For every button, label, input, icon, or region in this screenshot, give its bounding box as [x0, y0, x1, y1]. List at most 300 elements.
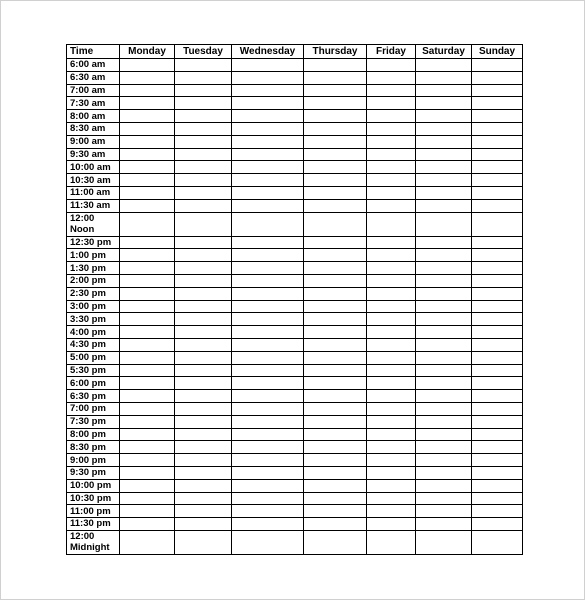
- schedule-cell-monday[interactable]: [120, 135, 175, 148]
- schedule-cell-thursday[interactable]: [304, 287, 367, 300]
- schedule-cell-friday[interactable]: [367, 262, 416, 275]
- time-slot-label: 5:00 pm: [67, 351, 120, 364]
- schedule-cell-tuesday[interactable]: [175, 454, 232, 467]
- schedule-cell-friday[interactable]: [367, 415, 416, 428]
- time-slot-label: 2:30 pm: [67, 287, 120, 300]
- schedule-cell-sunday[interactable]: [472, 428, 523, 441]
- schedule-cell-sunday[interactable]: [472, 148, 523, 161]
- schedule-cell-wednesday[interactable]: [232, 300, 304, 313]
- time-slot-label: 12:00 Midnight: [67, 530, 120, 554]
- schedule-cell-monday[interactable]: [120, 71, 175, 84]
- header-row: [67, 45, 523, 59]
- schedule-cell-saturday[interactable]: [416, 274, 472, 287]
- schedule-cell-friday[interactable]: [367, 274, 416, 287]
- schedule-cell-wednesday[interactable]: [232, 364, 304, 377]
- schedule-cell-monday[interactable]: [120, 338, 175, 351]
- schedule-cell-monday[interactable]: [120, 174, 175, 187]
- schedule-cell-saturday[interactable]: [416, 313, 472, 326]
- schedule-cell-thursday[interactable]: [304, 364, 367, 377]
- schedule-cell-sunday[interactable]: [472, 364, 523, 377]
- schedule-cell-thursday[interactable]: [304, 249, 367, 262]
- schedule-cell-thursday[interactable]: [304, 199, 367, 212]
- schedule-cell-sunday[interactable]: [472, 338, 523, 351]
- schedule-cell-sunday[interactable]: [472, 161, 523, 174]
- schedule-cell-thursday[interactable]: [304, 326, 367, 339]
- schedule-cell-thursday[interactable]: [304, 59, 367, 72]
- schedule-cell-tuesday[interactable]: [175, 148, 232, 161]
- schedule-cell-friday[interactable]: [367, 59, 416, 72]
- schedule-cell-thursday[interactable]: [304, 518, 367, 531]
- schedule-cell-saturday[interactable]: [416, 97, 472, 110]
- time-slot-label: 3:00 pm: [67, 300, 120, 313]
- time-slot-row: [67, 122, 523, 135]
- time-slot-label: 2:00 pm: [67, 274, 120, 287]
- schedule-cell-tuesday[interactable]: [175, 530, 232, 554]
- schedule-cell-monday[interactable]: [120, 249, 175, 262]
- schedule-cell-saturday[interactable]: [416, 505, 472, 518]
- time-slot-row: [67, 262, 523, 275]
- schedule-cell-thursday[interactable]: [304, 174, 367, 187]
- schedule-cell-sunday[interactable]: [472, 212, 523, 236]
- schedule-cell-wednesday[interactable]: [232, 59, 304, 72]
- schedule-cell-wednesday[interactable]: [232, 236, 304, 249]
- schedule-cell-monday[interactable]: [120, 161, 175, 174]
- schedule-cell-monday[interactable]: [120, 466, 175, 479]
- schedule-cell-tuesday[interactable]: [175, 390, 232, 403]
- schedule-cell-tuesday[interactable]: [175, 262, 232, 275]
- schedule-cell-wednesday[interactable]: [232, 199, 304, 212]
- schedule-cell-thursday[interactable]: [304, 122, 367, 135]
- schedule-cell-monday[interactable]: [120, 212, 175, 236]
- schedule-cell-monday[interactable]: [120, 287, 175, 300]
- schedule-cell-tuesday[interactable]: [175, 274, 232, 287]
- schedule-cell-wednesday[interactable]: [232, 326, 304, 339]
- time-slot-row: [67, 148, 523, 161]
- schedule-cell-wednesday[interactable]: [232, 415, 304, 428]
- schedule-cell-thursday[interactable]: [304, 300, 367, 313]
- schedule-cell-saturday[interactable]: [416, 186, 472, 199]
- schedule-cell-thursday[interactable]: [304, 492, 367, 505]
- schedule-cell-friday[interactable]: [367, 530, 416, 554]
- schedule-cell-tuesday[interactable]: [175, 364, 232, 377]
- schedule-cell-saturday[interactable]: [416, 364, 472, 377]
- schedule-cell-monday[interactable]: [120, 492, 175, 505]
- time-slot-label: 4:00 pm: [67, 326, 120, 339]
- schedule-cell-friday[interactable]: [367, 199, 416, 212]
- schedule-cell-saturday[interactable]: [416, 390, 472, 403]
- schedule-cell-monday[interactable]: [120, 326, 175, 339]
- schedule-cell-monday[interactable]: [120, 505, 175, 518]
- schedule-cell-wednesday[interactable]: [232, 274, 304, 287]
- schedule-cell-thursday[interactable]: [304, 236, 367, 249]
- schedule-cell-wednesday[interactable]: [232, 338, 304, 351]
- schedule-cell-tuesday[interactable]: [175, 249, 232, 262]
- schedule-cell-tuesday[interactable]: [175, 110, 232, 123]
- schedule-cell-tuesday[interactable]: [175, 505, 232, 518]
- schedule-cell-wednesday[interactable]: [232, 148, 304, 161]
- schedule-cell-friday[interactable]: [367, 441, 416, 454]
- schedule-cell-monday[interactable]: [120, 428, 175, 441]
- schedule-cell-tuesday[interactable]: [175, 174, 232, 187]
- time-slot-row: [67, 351, 523, 364]
- schedule-cell-friday[interactable]: [367, 110, 416, 123]
- schedule-cell-monday[interactable]: [120, 518, 175, 531]
- schedule-cell-tuesday[interactable]: [175, 338, 232, 351]
- schedule-cell-wednesday[interactable]: [232, 479, 304, 492]
- time-slot-label: 12:30 pm: [67, 236, 120, 249]
- schedule-cell-saturday[interactable]: [416, 71, 472, 84]
- time-slot-label: 8:00 am: [67, 110, 120, 123]
- time-slot-label: 7:00 pm: [67, 402, 120, 415]
- schedule-cell-saturday[interactable]: [416, 518, 472, 531]
- schedule-cell-saturday[interactable]: [416, 338, 472, 351]
- schedule-cell-friday[interactable]: [367, 135, 416, 148]
- time-slot-label: 5:30 pm: [67, 364, 120, 377]
- schedule-cell-monday[interactable]: [120, 390, 175, 403]
- schedule-cell-thursday[interactable]: [304, 454, 367, 467]
- schedule-cell-sunday[interactable]: [472, 262, 523, 275]
- time-slot-label: 8:30 am: [67, 122, 120, 135]
- schedule-cell-friday[interactable]: [367, 402, 416, 415]
- time-slot-label: 11:00 pm: [67, 505, 120, 518]
- schedule-cell-sunday[interactable]: [472, 351, 523, 364]
- schedule-cell-thursday[interactable]: [304, 479, 367, 492]
- schedule-cell-saturday[interactable]: [416, 479, 472, 492]
- schedule-cell-friday[interactable]: [367, 84, 416, 97]
- schedule-cell-friday[interactable]: [367, 122, 416, 135]
- schedule-cell-sunday[interactable]: [472, 274, 523, 287]
- schedule-cell-friday[interactable]: [367, 428, 416, 441]
- schedule-cell-wednesday[interactable]: [232, 186, 304, 199]
- schedule-cell-thursday[interactable]: [304, 466, 367, 479]
- schedule-cell-saturday[interactable]: [416, 110, 472, 123]
- schedule-cell-monday[interactable]: [120, 274, 175, 287]
- schedule-cell-tuesday[interactable]: [175, 518, 232, 531]
- time-slot-label: 9:30 pm: [67, 466, 120, 479]
- schedule-cell-thursday[interactable]: [304, 262, 367, 275]
- schedule-cell-sunday[interactable]: [472, 492, 523, 505]
- schedule-cell-wednesday[interactable]: [232, 161, 304, 174]
- schedule-cell-tuesday[interactable]: [175, 135, 232, 148]
- schedule-cell-saturday[interactable]: [416, 122, 472, 135]
- schedule-cell-sunday[interactable]: [472, 122, 523, 135]
- schedule-cell-monday[interactable]: [120, 148, 175, 161]
- schedule-cell-tuesday[interactable]: [175, 351, 232, 364]
- schedule-cell-thursday[interactable]: [304, 338, 367, 351]
- schedule-cell-monday[interactable]: [120, 441, 175, 454]
- schedule-cell-thursday[interactable]: [304, 274, 367, 287]
- schedule-cell-tuesday[interactable]: [175, 97, 232, 110]
- schedule-cell-wednesday[interactable]: [232, 390, 304, 403]
- schedule-cell-saturday[interactable]: [416, 351, 472, 364]
- schedule-cell-wednesday[interactable]: [232, 402, 304, 415]
- time-slot-row: [67, 249, 523, 262]
- schedule-cell-friday[interactable]: [367, 161, 416, 174]
- schedule-cell-wednesday[interactable]: [232, 212, 304, 236]
- schedule-cell-thursday[interactable]: [304, 71, 367, 84]
- schedule-cell-tuesday[interactable]: [175, 199, 232, 212]
- schedule-cell-monday[interactable]: [120, 364, 175, 377]
- schedule-cell-friday[interactable]: [367, 174, 416, 187]
- schedule-cell-tuesday[interactable]: [175, 326, 232, 339]
- schedule-cell-thursday[interactable]: [304, 148, 367, 161]
- schedule-cell-wednesday[interactable]: [232, 377, 304, 390]
- schedule-cell-saturday[interactable]: [416, 236, 472, 249]
- schedule-cell-friday[interactable]: [367, 518, 416, 531]
- schedule-cell-friday[interactable]: [367, 479, 416, 492]
- schedule-cell-sunday[interactable]: [472, 466, 523, 479]
- schedule-cell-wednesday[interactable]: [232, 110, 304, 123]
- schedule-cell-sunday[interactable]: [472, 59, 523, 72]
- schedule-cell-sunday[interactable]: [472, 402, 523, 415]
- schedule-cell-monday[interactable]: [120, 262, 175, 275]
- time-slot-label: 7:00 am: [67, 84, 120, 97]
- schedule-cell-saturday[interactable]: [416, 287, 472, 300]
- schedule-cell-sunday[interactable]: [472, 135, 523, 148]
- schedule-cell-tuesday[interactable]: [175, 122, 232, 135]
- schedule-cell-friday[interactable]: [367, 212, 416, 236]
- schedule-cell-tuesday[interactable]: [175, 313, 232, 326]
- schedule-cell-tuesday[interactable]: [175, 186, 232, 199]
- schedule-cell-thursday[interactable]: [304, 415, 367, 428]
- schedule-cell-friday[interactable]: [367, 313, 416, 326]
- schedule-cell-tuesday[interactable]: [175, 441, 232, 454]
- time-slot-row: [67, 199, 523, 212]
- schedule-cell-saturday[interactable]: [416, 300, 472, 313]
- schedule-cell-tuesday[interactable]: [175, 428, 232, 441]
- schedule-cell-wednesday[interactable]: [232, 492, 304, 505]
- schedule-cell-friday[interactable]: [367, 377, 416, 390]
- schedule-cell-wednesday[interactable]: [232, 518, 304, 531]
- schedule-cell-saturday[interactable]: [416, 148, 472, 161]
- schedule-cell-saturday[interactable]: [416, 84, 472, 97]
- schedule-cell-sunday[interactable]: [472, 441, 523, 454]
- time-slot-row: [67, 84, 523, 97]
- time-slot-label: 3:30 pm: [67, 313, 120, 326]
- schedule-cell-wednesday[interactable]: [232, 174, 304, 187]
- schedule-cell-wednesday[interactable]: [232, 428, 304, 441]
- schedule-cell-monday[interactable]: [120, 313, 175, 326]
- schedule-cell-sunday[interactable]: [472, 186, 523, 199]
- schedule-cell-friday[interactable]: [367, 236, 416, 249]
- schedule-cell-friday[interactable]: [367, 492, 416, 505]
- schedule-cell-monday[interactable]: [120, 236, 175, 249]
- schedule-cell-friday[interactable]: [367, 287, 416, 300]
- schedule-cell-monday[interactable]: [120, 59, 175, 72]
- schedule-cell-saturday[interactable]: [416, 59, 472, 72]
- schedule-cell-monday[interactable]: [120, 186, 175, 199]
- time-slot-label: 12:00 Noon: [67, 212, 120, 236]
- schedule-cell-monday[interactable]: [120, 97, 175, 110]
- schedule-cell-tuesday[interactable]: [175, 59, 232, 72]
- schedule-cell-sunday[interactable]: [472, 479, 523, 492]
- schedule-cell-friday[interactable]: [367, 466, 416, 479]
- schedule-cell-wednesday[interactable]: [232, 71, 304, 84]
- schedule-cell-friday[interactable]: [367, 338, 416, 351]
- schedule-cell-saturday[interactable]: [416, 415, 472, 428]
- schedule-cell-monday[interactable]: [120, 377, 175, 390]
- schedule-cell-friday[interactable]: [367, 148, 416, 161]
- time-slot-row: [67, 518, 523, 531]
- time-slot-row: [67, 71, 523, 84]
- schedule-cell-sunday[interactable]: [472, 518, 523, 531]
- schedule-cell-thursday[interactable]: [304, 84, 367, 97]
- schedule-cell-sunday[interactable]: [472, 199, 523, 212]
- time-slot-label: 8:00 pm: [67, 428, 120, 441]
- time-slot-row: [67, 212, 523, 236]
- schedule-cell-tuesday[interactable]: [175, 492, 232, 505]
- schedule-cell-friday[interactable]: [367, 351, 416, 364]
- schedule-cell-saturday[interactable]: [416, 441, 472, 454]
- schedule-cell-wednesday[interactable]: [232, 441, 304, 454]
- day-header-thursday: Thursday: [304, 45, 367, 59]
- time-slot-row: [67, 274, 523, 287]
- schedule-cell-thursday[interactable]: [304, 390, 367, 403]
- schedule-cell-monday[interactable]: [120, 530, 175, 554]
- schedule-cell-wednesday[interactable]: [232, 351, 304, 364]
- schedule-cell-saturday[interactable]: [416, 377, 472, 390]
- schedule-cell-tuesday[interactable]: [175, 84, 232, 97]
- schedule-cell-tuesday[interactable]: [175, 300, 232, 313]
- schedule-cell-saturday[interactable]: [416, 262, 472, 275]
- schedule-cell-sunday[interactable]: [472, 84, 523, 97]
- schedule-cell-thursday[interactable]: [304, 110, 367, 123]
- schedule-cell-wednesday[interactable]: [232, 313, 304, 326]
- schedule-cell-sunday[interactable]: [472, 505, 523, 518]
- schedule-cell-tuesday[interactable]: [175, 377, 232, 390]
- time-slot-row: [67, 135, 523, 148]
- schedule-cell-sunday[interactable]: [472, 71, 523, 84]
- time-slot-label: 6:00 pm: [67, 377, 120, 390]
- schedule-cell-friday[interactable]: [367, 97, 416, 110]
- schedule-cell-sunday[interactable]: [472, 287, 523, 300]
- schedule-cell-monday[interactable]: [120, 300, 175, 313]
- schedule-cell-monday[interactable]: [120, 402, 175, 415]
- schedule-cell-monday[interactable]: [120, 351, 175, 364]
- schedule-cell-saturday[interactable]: [416, 199, 472, 212]
- schedule-cell-friday[interactable]: [367, 71, 416, 84]
- schedule-cell-saturday[interactable]: [416, 428, 472, 441]
- schedule-cell-friday[interactable]: [367, 249, 416, 262]
- time-slot-row: [67, 161, 523, 174]
- schedule-cell-thursday[interactable]: [304, 313, 367, 326]
- schedule-cell-thursday[interactable]: [304, 351, 367, 364]
- schedule-cell-tuesday[interactable]: [175, 479, 232, 492]
- schedule-cell-thursday[interactable]: [304, 161, 367, 174]
- schedule-cell-saturday[interactable]: [416, 249, 472, 262]
- schedule-cell-saturday[interactable]: [416, 492, 472, 505]
- schedule-cell-saturday[interactable]: [416, 466, 472, 479]
- schedule-cell-monday[interactable]: [120, 479, 175, 492]
- schedule-cell-sunday[interactable]: [472, 377, 523, 390]
- schedule-cell-tuesday[interactable]: [175, 402, 232, 415]
- schedule-cell-friday[interactable]: [367, 300, 416, 313]
- schedule-cell-friday[interactable]: [367, 364, 416, 377]
- schedule-cell-sunday[interactable]: [472, 390, 523, 403]
- schedule-cell-thursday[interactable]: [304, 135, 367, 148]
- time-slot-label: 6:30 pm: [67, 390, 120, 403]
- time-slot-row: [67, 466, 523, 479]
- schedule-cell-wednesday[interactable]: [232, 249, 304, 262]
- time-slot-label: 6:00 am: [67, 59, 120, 72]
- time-slot-row: [67, 402, 523, 415]
- schedule-cell-sunday[interactable]: [472, 415, 523, 428]
- schedule-cell-saturday[interactable]: [416, 161, 472, 174]
- schedule-cell-monday[interactable]: [120, 454, 175, 467]
- schedule-cell-tuesday[interactable]: [175, 466, 232, 479]
- schedule-cell-thursday[interactable]: [304, 186, 367, 199]
- schedule-cell-thursday[interactable]: [304, 402, 367, 415]
- schedule-cell-wednesday[interactable]: [232, 505, 304, 518]
- schedule-cell-saturday[interactable]: [416, 454, 472, 467]
- schedule-cell-thursday[interactable]: [304, 212, 367, 236]
- schedule-cell-thursday[interactable]: [304, 530, 367, 554]
- schedule-cell-monday[interactable]: [120, 415, 175, 428]
- schedule-cell-wednesday[interactable]: [232, 530, 304, 554]
- schedule-cell-monday[interactable]: [120, 110, 175, 123]
- schedule-cell-saturday[interactable]: [416, 174, 472, 187]
- day-header-monday: Monday: [120, 45, 175, 59]
- schedule-cell-sunday[interactable]: [472, 313, 523, 326]
- schedule-cell-friday[interactable]: [367, 390, 416, 403]
- schedule-cell-saturday[interactable]: [416, 402, 472, 415]
- time-slot-label: 10:00 am: [67, 161, 120, 174]
- schedule-cell-sunday[interactable]: [472, 174, 523, 187]
- schedule-cell-wednesday[interactable]: [232, 97, 304, 110]
- schedule-cell-thursday[interactable]: [304, 428, 367, 441]
- schedule-cell-wednesday[interactable]: [232, 135, 304, 148]
- schedule-cell-saturday[interactable]: [416, 135, 472, 148]
- schedule-cell-saturday[interactable]: [416, 326, 472, 339]
- schedule-cell-sunday[interactable]: [472, 300, 523, 313]
- schedule-cell-thursday[interactable]: [304, 377, 367, 390]
- schedule-cell-sunday[interactable]: [472, 249, 523, 262]
- schedule-cell-wednesday[interactable]: [232, 262, 304, 275]
- schedule-cell-saturday[interactable]: [416, 530, 472, 554]
- schedule-cell-sunday[interactable]: [472, 326, 523, 339]
- schedule-cell-tuesday[interactable]: [175, 161, 232, 174]
- schedule-cell-sunday[interactable]: [472, 97, 523, 110]
- schedule-cell-wednesday[interactable]: [232, 466, 304, 479]
- schedule-cell-friday[interactable]: [367, 505, 416, 518]
- schedule-cell-thursday[interactable]: [304, 97, 367, 110]
- schedule-cell-friday[interactable]: [367, 186, 416, 199]
- schedule-cell-sunday[interactable]: [472, 110, 523, 123]
- schedule-cell-tuesday[interactable]: [175, 212, 232, 236]
- schedule-cell-sunday[interactable]: [472, 236, 523, 249]
- time-slot-label: 9:30 am: [67, 148, 120, 161]
- schedule-cell-friday[interactable]: [367, 326, 416, 339]
- schedule-cell-tuesday[interactable]: [175, 415, 232, 428]
- schedule-cell-monday[interactable]: [120, 199, 175, 212]
- schedule-cell-tuesday[interactable]: [175, 236, 232, 249]
- schedule-cell-wednesday[interactable]: [232, 122, 304, 135]
- schedule-cell-wednesday[interactable]: [232, 84, 304, 97]
- schedule-cell-wednesday[interactable]: [232, 287, 304, 300]
- schedule-cell-tuesday[interactable]: [175, 71, 232, 84]
- schedule-cell-sunday[interactable]: [472, 530, 523, 554]
- schedule-cell-friday[interactable]: [367, 454, 416, 467]
- schedule-cell-monday[interactable]: [120, 122, 175, 135]
- schedule-cell-monday[interactable]: [120, 84, 175, 97]
- schedule-cell-saturday[interactable]: [416, 212, 472, 236]
- day-header-sunday: Sunday: [472, 45, 523, 59]
- schedule-cell-wednesday[interactable]: [232, 454, 304, 467]
- schedule-cell-tuesday[interactable]: [175, 287, 232, 300]
- schedule-cell-thursday[interactable]: [304, 505, 367, 518]
- schedule-cell-thursday[interactable]: [304, 441, 367, 454]
- schedule-cell-sunday[interactable]: [472, 454, 523, 467]
